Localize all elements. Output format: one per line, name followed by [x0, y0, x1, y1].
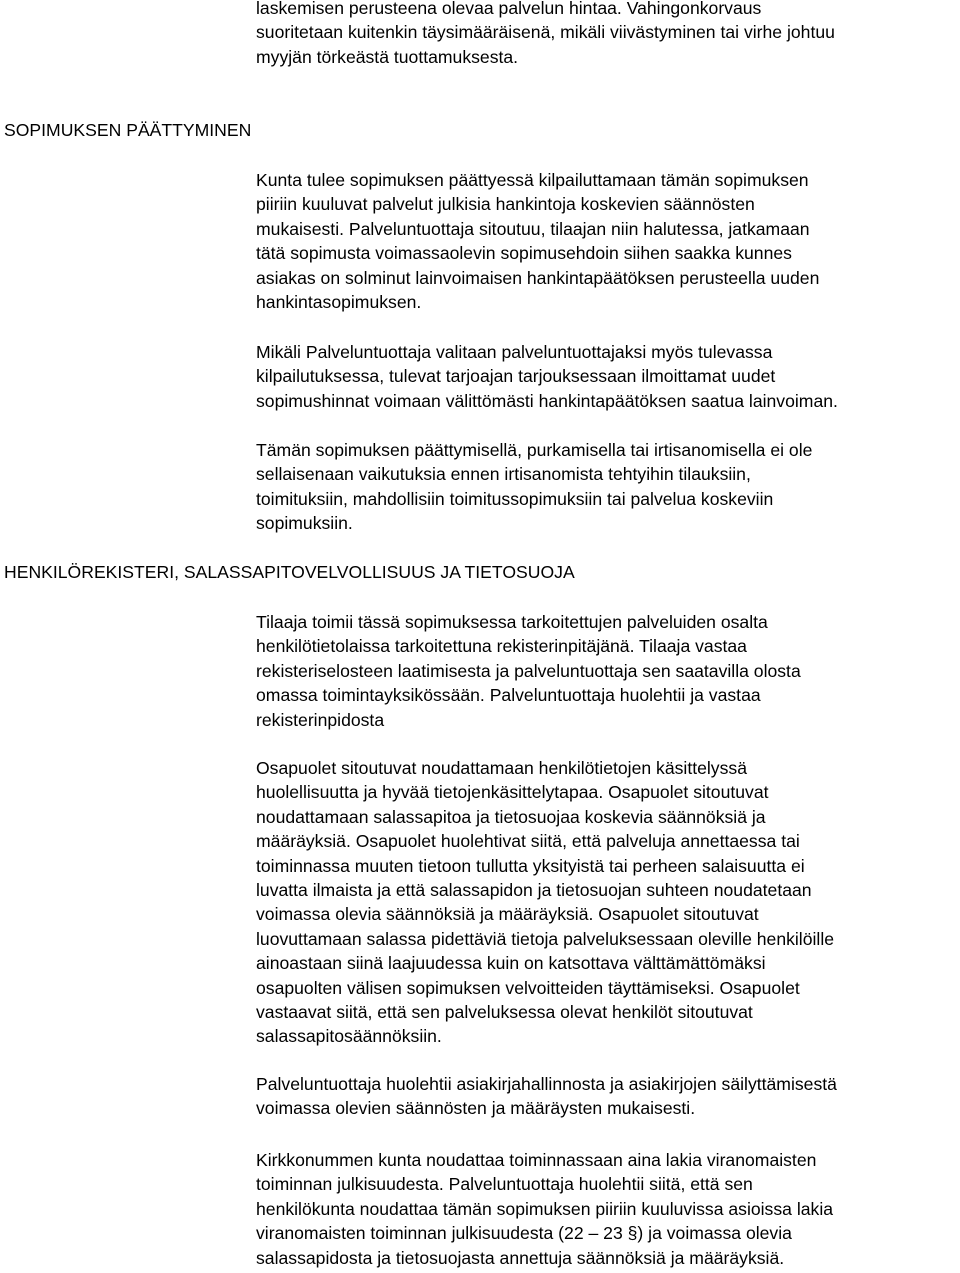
text-line: sellaisenaan vaikutuksia ennen irtisanomista tehtyihin tilauksiin,	[256, 464, 751, 485]
text-line: tätä sopimusta voimassaolevin sopimusehdoin siihen saakka kunnes	[256, 243, 792, 264]
text-line: noudattamaan salassapitoa ja tietosuojaa koskevia säännöksiä ja	[256, 806, 766, 827]
text-line: suoritetaan kuitenkin täysimääräisenä, mikäli viivästyminen tai virhe johtuu	[256, 22, 835, 43]
text-line: piiriin kuuluvat palvelut julkisia hankintoja koskevien säännösten	[256, 194, 755, 215]
text-line: luvatta ilmaista ja että salassapidon ja tietosuojan suhteen noudatetaan	[256, 880, 812, 901]
text-line: Tämän sopimuksen päättymisellä, purkamisella tai irtisanomisella ei ole	[256, 440, 813, 460]
text-line: toimituksiin, mahdollisiin toimitussopimuksiin tai palvelua koskeviin	[256, 488, 774, 509]
text-line: salassapitosäännöksiin.	[256, 1026, 442, 1047]
continuation-paragraph	[256, 0, 958, 69]
privacy-paragraph-4	[256, 1148, 958, 1270]
text-line: mukaisesti. Palveluntuottaja sitoutuu, tilaajan niin halutessa, jatkamaan	[256, 218, 810, 239]
termination-paragraph-3	[256, 438, 958, 536]
text-line: rekisterinpidosta	[256, 709, 385, 730]
text-line: myyjän törkeästä tuottamuksesta.	[256, 46, 519, 67]
text-line: Tilaaja toimii tässä sopimuksessa tarkoitettujen palveluiden osalta	[256, 612, 768, 632]
text-line: voimassa olevien säännösten ja määräysten mukaisesti.	[256, 1098, 696, 1119]
text-line: määräyksiä. Osapuolet huolehtivat siitä, että palveluja annettaessa tai	[256, 831, 800, 852]
text-line: luovuttamaan salassa pidettäviä tietoja palveluksessaan oleville henkilöille	[256, 928, 835, 949]
text-line: osapuolten välisen sopimuksen velvoitteiden täyttämiseksi. Osapuolet	[256, 977, 800, 998]
text-line: toiminnan julkisuudesta. Palveluntuottaja huolehtii siitä, että sen	[256, 1174, 753, 1195]
text-line: rekisteriselosteen laatimisesta ja palveluntuottaja sen saatavilla olosta	[256, 660, 801, 681]
text-line: sopimushinnat voimaan välittömästi hankintapäätöksen saatua lainvoiman.	[256, 390, 838, 411]
text-line: voimassa olevia säännöksiä ja määräyksiä. Osapuolet sitoutuvat	[256, 904, 759, 925]
text-line: Palveluntuottaja huolehtii asiakirjahallinnosta ja asiakirjojen säilyttämisestä	[256, 1074, 837, 1094]
text-line: sopimuksiin.	[256, 513, 353, 534]
text-line: toiminnassa muuten tietoon tullutta yksityistä tai perheen salaisuutta ei	[256, 855, 805, 876]
text-line: Osapuolet sitoutuvat noudattamaan henkilötietojen käsittelyssä	[256, 758, 747, 778]
text-line: asiakas on solminut lainvoimaisen hankintapäätöksen perusteella uuden	[256, 267, 820, 288]
text-line: salassapidosta ja tietosuojasta annettuja säännöksiä ja määräyksiä.	[256, 1247, 785, 1268]
text-line: Mikäli Palveluntuottaja valitaan palveluntuottajaksi myös tulevassa	[256, 342, 773, 362]
privacy-paragraph-1	[256, 610, 958, 732]
text-line: laskemisen perusteena olevaa palvelun hintaa. Vahingonkorvaus	[256, 0, 762, 18]
text-line: huolellisuutta ja hyvää tietojenkäsittelytapaa. Osapuolet sitoutuvat	[256, 782, 769, 803]
text-line: hankintasopimuksen.	[256, 292, 422, 313]
section-heading-privacy: HENKILÖREKISTERI, SALASSAPITOVELVOLLISUUS JA TIETOSUOJA	[4, 562, 575, 582]
text-line: henkilötietolaissa tarkoitettuna rekisterinpitäjänä. Tilaaja vastaa	[256, 636, 747, 657]
privacy-paragraph-3	[256, 1072, 958, 1121]
text-line: henkilökunta noudattaa tämän sopimuksen piiriin kuuluvissa asioissa lakia	[256, 1198, 834, 1219]
text-line: Kunta tulee sopimuksen päättyessä kilpailuttamaan tämän sopimuksen	[256, 170, 809, 190]
text-line: omassa toimintayksikössään. Palveluntuottaja huolehtii ja vastaa	[256, 685, 761, 706]
termination-paragraph-1	[256, 168, 958, 314]
section-heading-termination: SOPIMUKSEN PÄÄTTYMINEN	[4, 120, 252, 140]
privacy-paragraph-2	[256, 756, 958, 1049]
text-line: vastaavat siitä, että sen palveluksessa olevat henkilöt sitoutuvat	[256, 1002, 753, 1023]
termination-paragraph-2	[256, 340, 958, 413]
text-line: kilpailutuksessa, tulevat tarjoajan tarjouksessaan ilmoittamat uudet	[256, 366, 776, 387]
text-line: viranomaisten toiminnan julkisuudesta (22 – 23 §) ja voimassa olevia	[256, 1223, 792, 1244]
text-line: Kirkkonummen kunta noudattaa toiminnassaan aina lakia viranomaisten	[256, 1150, 817, 1170]
text-line: ainoastaan siinä laajuudessa kuin on katsottava välttämättömäksi	[256, 953, 766, 974]
